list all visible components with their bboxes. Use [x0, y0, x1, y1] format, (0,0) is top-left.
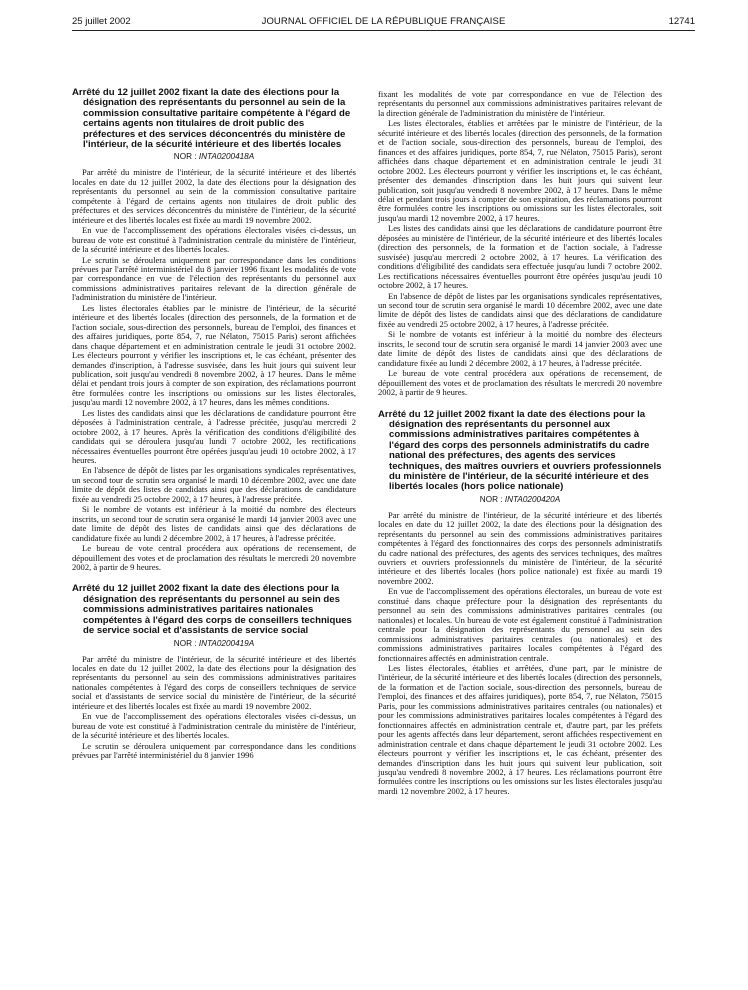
nor-reference	[378, 495, 662, 505]
article-title: Arrêté du 12 juillet 2002 fixant la date des élections pour la désignation des représentants du personnel au sein des commissions administratives paritaires nationales compétentes à l'égard des corps de conseillers techniques de service social et d'assistants de service social	[72, 583, 352, 637]
paragraph: Par arrêté du ministre de l'intérieur, de la sécurité intérieure et des libertés locales en date du 12 juillet 2002, la date des élections pour la désignation des représentants du personnel au sein des commissions administratives paritaires compétentes à l'égard des fonctionnaires des corps des personnels administratifs du cadre national des préfectures, des agents des services techniques, des maîtres ouvriers et ouvriers professionnels du ministère de l'intérieur, de la sécurité intérieure et des libertés locales (hors police nationale) est fixée au mardi 19 novembre 2002.	[378, 509, 662, 586]
article-1	[72, 88, 356, 572]
paragraph: Si le nombre de votants est inférieur à la moitié du nombre des électeurs inscrits, le second tour de scrutin sera organisé le mardi 14 janvier 2003 avec une date limite de dépôt des listes de candidats ainsi que des déclarations de candidature fixée au lundi 2 décembre 2002, à 17 heures, à l'adresse précitée.	[378, 329, 662, 368]
nor-label: NOR :	[173, 152, 197, 162]
left-column	[72, 88, 356, 760]
page-header	[72, 14, 695, 30]
article-title: Arrêté du 12 juillet 2002 fixant la date des élections pour la désignation des représentants du personnel aux commissions administratives paritaires compétentes à l'égard des corps des personnels administratifs du cadre national des préfectures, des agents des services techniques, des maîtres ouvriers et ouvriers professionnels du ministère de l'intérieur, de la sécurité intérieure et des libertés locales (hors police nationale)	[378, 408, 662, 493]
nor-reference	[72, 152, 356, 162]
paragraph: Le scrutin se déroulera uniquement par correspondance dans les conditions prévues par l'arrêté interministériel du 8 janvier 1996	[72, 740, 356, 761]
nor-label: NOR :	[479, 494, 503, 504]
paragraph: Si le nombre de votants est inférieur à la moitié du nombre des électeurs inscrits, un second tour de scrutin sera organisé le mardi 14 janvier 2003 avec une date limite de dépôt des listes de candidats ainsi que des déclarations de candidature fixée au lundi 2 décembre 2002, à 17 heures, à l'adresse précitée.	[72, 504, 356, 543]
nor-code: INTA0200418A	[198, 152, 255, 162]
paragraph: Le bureau de vote central procédera aux opérations de recensement, de dépouillement des votes et de proclamation des résultats le mercredi 20 novembre 2002, à partir de 9 heures.	[378, 368, 662, 398]
paragraph: En vue de l'accomplissement des opérations électorales, un bureau de vote est constitué dans chaque préfecture pour la désignation des représentants du personnel au sein des commissions administratives paritaires centrales (ou nationales) et locales. Un bureau de vote est également constitué à l'administration centrale pour la désignation des représentants du personnel au sein des commissions administratives paritaires centrales (ou nationales) et des commissions administratives paritaires locales compétentes à l'égard des fonctionnaires affectés en administration centrale.	[378, 586, 662, 663]
article-title: Arrêté du 12 juillet 2002 fixant la date des élections pour la désignation des représentants du personnel au sein de la commission consultative paritaire compétente à l'égard de certains agents non titulaires de droit public des préfectures et des services déconcentrés du ministère de l'intérieur, de la sécurité intérieure et des libertés locales	[72, 87, 351, 151]
header-rule	[72, 30, 695, 31]
paragraph: En l'absence de dépôt de listes par les organisations syndicales représentatives, un second tour de scrutin sera organisé le mardi 10 décembre 2002, avec une date limite de dépôt des listes de candidats ainsi que des déclarations de candidature fixée au vendredi 25 octobre 2002, à 17 heures, à l'adresse précitée.	[72, 465, 356, 504]
paragraph: Le scrutin se déroulera uniquement par correspondance dans les conditions prévues par l'arrêté interministériel du 8 janvier 1996 fixant les modalités de vote par correspondance en vue de l'élection des représentants du personnel aux commissions administratives paritaires relevant de la direction générale de l'administration du ministère de l'intérieur.	[72, 254, 356, 303]
nor-label: NOR :	[173, 638, 197, 648]
header-journal-title: JOURNAL OFFICIEL DE LA RÉPUBLIQUE FRANÇAISE	[261, 16, 506, 27]
article-2-continued	[378, 90, 662, 398]
nor-code: INTA0200420A	[504, 494, 561, 504]
paragraph-continued: fixant les modalités de vote par correspondance en vue de l'élection des représentants du personnel aux commissions administratives paritaires relevant de la direction générale de l'administration du ministère de l'intérieur.	[378, 89, 662, 118]
right-column	[378, 90, 662, 796]
paragraph: Les listes électorales, établies et arrêtées, d'une part, par le ministre de l'intérieur, de la sécurité intérieure et des libertés locales (direction des personnels, de la formation et de l'action sociale, sous-direction des personnels, bureau de l'emploi, des finances et des affaires juridiques), porte 854, 7, rue Nélaton, 75015 Paris, pour les commissions administratives paritaires centrales (ou nationales) et pour les commissions administratives paritaires locales compétentes à l'égard des fonctionnaires affectés en administration centrale et, d'autre part, par les préfets pour les agents affectés dans leur département, seront affichées respectivement en administration centrale et dans chaque département le jeudi 31 octobre 2002. Les électeurs pourront y vérifier les inscriptions et, le cas échéant, présenter des demandes d'inscription dans les huit jours qui suivent leur publication, soit jusqu'au vendredi 8 novembre 2002, à 17 heures. Les réclamations pourront être formulées contre les inscriptions ou les omissions sur les listes électorales jusqu'au mardi 12 novembre 2002, à 17 heures.	[378, 663, 662, 796]
article-2	[72, 584, 356, 760]
paragraph: En vue de l'accomplissement des opérations électorales visées ci-dessus, un bureau de vote est constitué à l'administration centrale du ministère de l'intérieur, de la sécurité intérieure et des libertés locales.	[72, 225, 356, 255]
paragraph: En vue de l'accomplissement des opérations électorales visées ci-dessus, un bureau de vote est constitué à l'administration centrale du ministère de l'intérieur, de la sécurité intérieure et des libertés locales.	[72, 711, 356, 741]
header-page-number: 12741	[668, 16, 695, 27]
nor-reference	[72, 639, 356, 649]
header-date: 25 juillet 2002	[72, 16, 131, 27]
paragraph: Les listes des candidats ainsi que les déclarations de candidature pourront être déposées à l'administration centrale, à l'adresse précitée, jusqu'au mercredi 2 octobre 2002, à 17 heures. Après la vérification des conditions d'éligibilité des candidats qui se déroulera jusqu'au lundi 7 octobre 2002, les rectifications nécessaires éventuelles pourront être opérées jusqu'au jeudi 10 octobre 2002, à 17 heures.	[72, 407, 356, 466]
paragraph: En l'absence de dépôt de listes par les organisations syndicales représentatives, un second tour de scrutin sera organisé le mardi 10 décembre 2002, avec une date limite de dépôt des listes de candidats ainsi que des déclarations de candidature fixée au vendredi 25 octobre 2002, à 17 heures, à l'adresse précitée.	[378, 290, 662, 329]
paragraph: Par arrêté du ministre de l'intérieur, de la sécurité intérieure et des libertés locales en date du 12 juillet 2002, la date des élections pour la désignation des représentants du personnel au sein de la commission consultative paritaire compétente à l'égard de certains agents non titulaires de droit public des préfectures et des services déconcentrés du ministère de l'intérieur, de la sécurité intérieure et des libertés locales est fixée au mardi 19 novembre 2002.	[72, 167, 356, 225]
article-3	[378, 410, 662, 797]
paragraph: Par arrêté du ministre de l'intérieur, de la sécurité intérieure et des libertés locales en date du 12 juillet 2002, la date des élections pour la désignation des représentants du personnel au sein des commissions administratives paritaires nationales compétentes à l'égard des corps de conseillers techniques de service social et d'assistants de service social du ministère de l'intérieur, de la sécurité intérieure et des libertés locales est fixée au mardi 19 novembre 2002.	[72, 653, 356, 711]
article-spacer	[378, 398, 662, 410]
nor-code: INTA0200419A	[198, 638, 255, 648]
paragraph: Les listes des candidats ainsi que les déclarations de candidature pourront être déposées au ministère de l'intérieur, de la sécurité intérieure et des libertés locales (direction des personnels, de la formation et de l'action sociale, à l'adresse susvisée) jusqu'au mercredi 2 octobre 2002, à 17 heures. La vérification des conditions d'éligibilité des candidats sera effectuée jusqu'au lundi 7 octobre 2002. Les rectifications nécessaires éventuelles pourront être opérées jusqu'au jeudi 10 octobre 2002, à 17 heures.	[378, 223, 662, 291]
paragraph: Les listes électorales, établies et arrêtées par le ministre de l'intérieur, de la sécurité intérieure et des libertés locales (direction des personnels, de la formation et de l'action sociale, sous-direction des personnels, bureau de l'emploi, des finances et des affaires juridiques, porte 854, 7, rue Nélaton, 75015 Paris), seront affichées dans chaque département et en administration centrale le jeudi 31 octobre 2002. Les électeurs pourront y vérifier les inscriptions et, le cas échéant, présenter des demandes d'inscription dans les huit jours qui suivent leur publication, soit jusqu'au vendredi 8 novembre 2002, à 17 heures. Dans le même délai et pendant trois jours à compter de son expiration, des réclamations pourront être formulées contre les inscriptions ou omissions sur les listes électorales, soit jusqu'au mardi 12 novembre 2002, à 17 heures.	[378, 118, 662, 223]
paragraph: Le bureau de vote central procédera aux opérations de recensement, de dépouillement des votes et de proclamation des résultats le mercredi 20 novembre 2002, à partir de 9 heures.	[72, 543, 356, 573]
paragraph: Les listes électorales établies par le ministre de l'intérieur, de la sécurité intérieure et des libertés locales (direction des personnels, de la formation et de l'action sociale, sous-direction des personnels, bureau de l'emploi, des finances et des affaires juridiques, porte 854, 7, rue Nélaton, 75015 Paris) seront affichées dans chaque département et en administration centrale le jeudi 31 octobre 2002. Les électeurs pourront y vérifier les inscriptions et, le cas échéant, présenter des demandes d'inscription, à l'adresse susvisée, dans les huit jours qui suivent leur publication, soit jusqu'au vendredi 8 novembre 2002, à 17 heures. Dans le même délai et pendant trois jours à compter de son expiration, des réclamations pourront être formulées contre les inscriptions ou omissions sur les listes électorales, jusqu'au mardi 12 novembre 2002, à 17 heures, dans les mêmes conditions.	[72, 302, 356, 408]
